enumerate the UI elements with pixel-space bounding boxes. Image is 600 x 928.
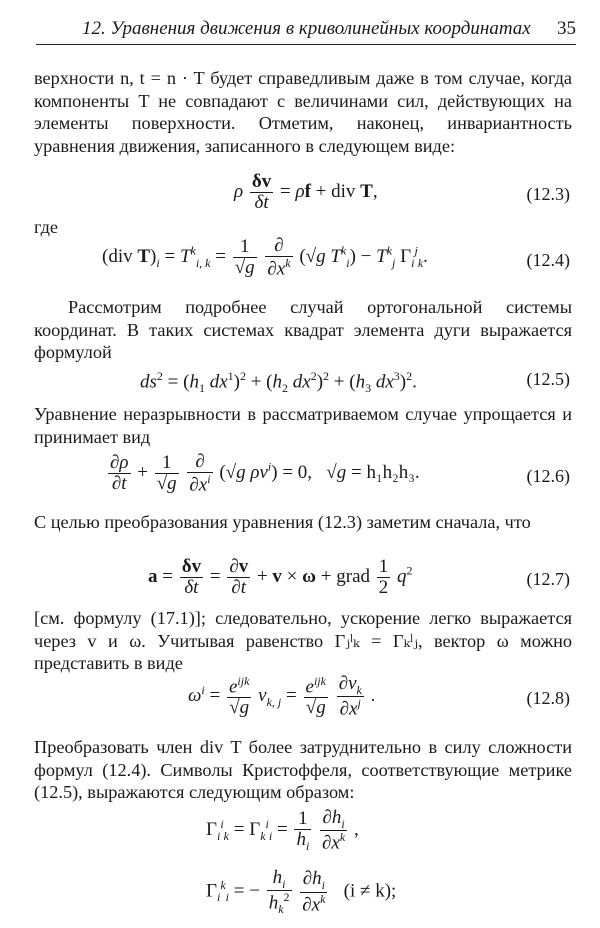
- equation-12-8-body: $\omega^i$ = $\frac{e^{ijk}}{√g}$ $v_{k, j}$ = $\frac{e^{ijk}}{√g}$ $\frac{\partial v_k}{\partial x^j}$ .: [188, 673, 376, 720]
- paragraph-2: Рассмотрим подробнее случай ортогональной системы координат. В таких системах квадрат элемента дуги выражается формулой: [34, 297, 572, 362]
- running-header: [36, 18, 576, 48]
- equation-12-4-body: (div $T)_i = T^k_{i, k}$ = $\frac{1}{√g}$ $\frac{\partial}{\partial x^k}$ (√g $T^k_i) - T^k_j$ $\Gamma_i^j_k$.: [102, 235, 428, 280]
- equation-12-4: [0, 236, 600, 292]
- equation-number: (12.5): [526, 369, 570, 389]
- paragraph-4: С целью преобразования уравнения (12.3) заметим сначала, что: [34, 512, 531, 532]
- equation-12-6-body: $\frac{\partial\rho}{\partial t}$ + $\frac{1}{√g}$ $\frac{\partial}{\partial x^i}$ (√g $\rho v^i) = 0$, √g = h₁h₂h₃.: [110, 451, 420, 496]
- equation-number: (12.4): [526, 250, 570, 270]
- equation-number: (12.6): [526, 466, 570, 486]
- equation-christoffel-2-body: $\Gamma_i^k_i$ = − $\frac{h_i}{h_k^2}$ $\frac{\partial h_i}{\partial x^k}$ (i ≠ k);: [206, 867, 397, 917]
- equation-12-5-body: $ds^2 = (h_1$ $dx^1)^2 + (h_2$ $dx^2)^2 + (h_3$ $dx^3)^2$.: [140, 369, 417, 396]
- paragraph-1: верхности n, t = n · T будет справедливым даже в том случае, когда компоненты T не совпадают с величинами сил, действующих на элементы поверхности. Отметим, наконец, инвариантность уравнения движения, записанного в следующем виде:: [34, 68, 572, 156]
- paragraph-5: [см. формулу (17.1)]; следовательно, ускорение легко выражается через v и ω. Учитывая равенство Γⱼˡₖ = Γₖˡⱼ, вектор ω можно представить в виде: [34, 608, 572, 673]
- equation-12-3-body: ρ $\frac{\delta v}{\delta t}$ = ρf + div T,: [234, 171, 378, 213]
- equation-number: (12.7): [526, 569, 570, 589]
- condition-i-neq-k: (i ≠ k);: [343, 880, 397, 902]
- eq6-h-product: h₁h₂h₃.: [366, 461, 420, 483]
- equation-12-5: [0, 369, 600, 397]
- chapter-title: 12. Уравнения движения в криволинейных координатах: [82, 18, 531, 39]
- equation-12-8: [0, 674, 600, 730]
- header-rule: [36, 44, 576, 45]
- paragraph-6: Преобразовать член div T более затруднительно в силу сложности формул (12.4). Символы Кристоффеля, соответствующие метрике (12.5), выражаются следующим образом:: [34, 737, 572, 802]
- page-number: 35: [557, 18, 576, 39]
- paragraph-3: Уравнение неразрывности в рассматриваемом случае упрощается и принимает вид: [34, 404, 572, 447]
- equation-12-6: [0, 452, 600, 508]
- equation-12-3: [0, 172, 600, 220]
- equation-12-7-body: a = $\frac{\delta v}{\delta t}$ = $\frac{\partial v}{\partial t}$ + v × ω + grad $\frac{1}{2}$ $q^2$: [148, 556, 413, 598]
- equation-christoffel-1: [0, 808, 600, 860]
- equation-number: (12.3): [526, 184, 570, 204]
- equation-12-7: [0, 557, 600, 609]
- word-where: где: [34, 217, 59, 237]
- equation-number: (12.8): [526, 688, 570, 708]
- equation-christoffel-1-body: $\Gamma_i^i_k = \Gamma_k^i_i$ = $\frac{1}{h_i}$ $\frac{\partial h_i}{\partial x^k}$ ,: [206, 807, 359, 854]
- equation-christoffel-2: [0, 868, 600, 924]
